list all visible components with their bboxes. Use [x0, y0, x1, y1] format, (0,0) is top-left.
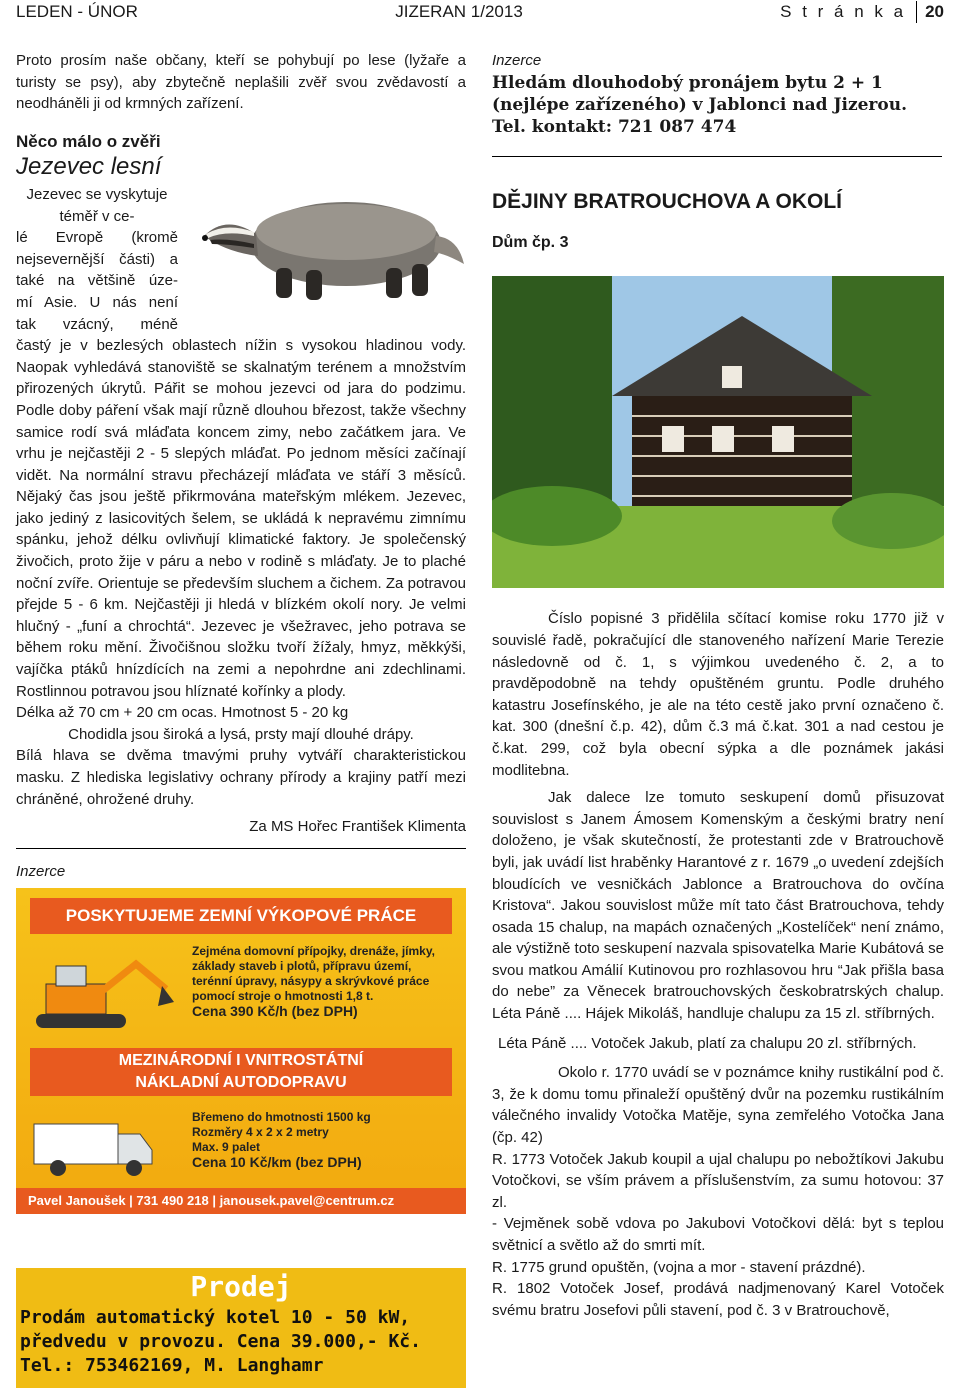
ad-contact-footer: Pavel Janoušek | 731 490 218 | janousek.pavel@centrum.cz: [16, 1188, 466, 1214]
author-signature: Za MS Hořec František Klimenta: [249, 818, 466, 836]
inzerce-label: Inzerce: [492, 52, 542, 69]
rental-ad-contact: Tel. kontakt: 721 087 474: [492, 116, 737, 137]
wrap-line: tak vzácný, méně: [16, 315, 178, 333]
article-title: Jezevec lesní: [16, 153, 162, 181]
badger-wrap-text: [16, 184, 178, 335]
header-issue-months: LEDEN - ÚNOR: [16, 2, 138, 21]
header-page: [780, 1, 944, 23]
ad-price: Cena 10 Kč/km (bez DPH): [192, 1154, 362, 1171]
section-heading: Něco málo o zvěři: [16, 131, 161, 151]
left-column: [16, 50, 466, 1214]
article-body: častý je v bezlesých oblastech nížin s vysokou hladinou vody. Naopak vyhledává stanoviště se skalnatým terénem a množstvím přirozených úkrytů. Pářit se mohou jezevci od jara do podzimu. Podle doby páření však mají různě dlouhou březost, takže všechny samice rodí svá mláďata koncem zimy, nebo začátkem jara. Ve vrhu je nejčastěji 2 - 5 slepých mláďat. Po jednom měsíci začínají vidět. Na normální stravu přecházejí mláďata ve stáří 3 měsíců. Nějaký čas jsou ještě přikrmována mateřským mlékem. Jezevec, jako jediný z lasicovitých šelem, se ukládá k nepravému zimnímu spánku, jehož délku ovlivňují klimatické faktory. Je společenský živočich, proto žije v páru a nebo v rodině s mláďaty. Je to plaché noční zvíře. Orientuje se především sluchem a čichem. Za potravou přejde 5 - 6 km. Nejčastěji ji hledá v blízkém okolí nory. Je velmi hlučný - „funí a chrochtá“. Jezevec je všežravec, jeho potrava se během roku mění. Živočišnou složku tvoří žížaly, hmyz, měkkýši, vajíčka ptáků hnízdících na zemi a nepohrdne ani zdechlinami. Rostlinnou potravou jsou hlíznaté kořínky a plody.: [16, 337, 466, 700]
divider: [16, 848, 466, 849]
sale-contact: Tel.: 753462169, M. Langhamr: [20, 1355, 324, 1376]
sale-line: Prodám automatický kotel 10 - 50 kW,: [20, 1307, 411, 1328]
ad-banner-excavation: POSKYTUJEME ZEMNÍ VÝKOPOVÉ PRÁCE: [30, 898, 452, 934]
wrap-line: mí Asie. U nás není: [16, 293, 178, 311]
house-subtitle: Dům čp. 3: [492, 234, 569, 252]
excavation-advert: [16, 888, 466, 1214]
ad-list-item: Rozměry 4 x 2 x 2 metry: [192, 1125, 329, 1140]
feet-info: Chodidla jsou široká a lysá, prsty mají dlouhé drápy.: [68, 725, 414, 743]
ad-list-item: pomocí stroje o hmotnosti 1,8 t.: [192, 989, 374, 1004]
history-paragraph: Léta Páně .... Votoček Jakub, platí za chalupu 20 zl. stříbrných.: [498, 1034, 917, 1052]
history-paragraph: Okolo r. 1770 uvádí se v poznámce knihy rustikální pod č. 3, že k domu tomu přinaleží opuštěný dvůr na pozemku rustikálním válečného invalidy Votočka Matěje, syna zemřelého Votočka Jana (čp. 42): [492, 1064, 944, 1147]
right-column: [492, 50, 944, 1321]
sale-advert: [16, 1268, 466, 1388]
history-paragraph: R. 1802 Votoček Josef, prodává nadjmenovaný Karel Votoček svému bratru Josefovi půli stavení, pod č. 3 v Bratrouchově,: [492, 1280, 944, 1319]
ad-list-item: základy staveb i plotů, přípravu území,: [192, 959, 412, 974]
excavator-icon: [26, 944, 176, 1044]
badger-block: [16, 184, 466, 335]
page-number: 20: [925, 2, 944, 21]
ad-list-item: Max. 9 palet: [192, 1140, 261, 1155]
ad-services-list: [192, 944, 435, 1019]
size-info: Délka až 70 cm + 20 cm ocas. Hmotnost 5 - 20 kg: [16, 704, 349, 722]
history-paragraph: R. 1775 grund opuštěn, (vojna a mor - stavení prázdné).: [492, 1258, 866, 1276]
header-publication: JIZERAN 1/2013: [395, 2, 523, 21]
wrap-line: také na většině úze-: [16, 272, 178, 290]
sale-title: Prodej: [190, 1270, 292, 1303]
divider: [492, 156, 942, 157]
rental-ad-line: Hledám dlouhodobý pronájem bytu 2 + 1: [492, 72, 883, 93]
history-paragraph: - Vejměnek sobě vdova po Jakubovi Votočkovi dělá: byt s teplou světnicí a světlo až do smrti mít.: [492, 1215, 944, 1254]
history-paragraph: Jak dalece lze tomuto seskupení domů přisuzovat souvislost s Janem Ámosem Komenským a českými bratry není doloženo, je však skutečností, že protestanti zde v Bratrouchově byli, jak uvádí list hraběnky Harantové z r. 1679 „o uvedení zdejších bloudících ve vesničkách Jablonce a Bratrouchova do ovčína Kristova“. Jakou souvislost může mít tato část Bratrouchova, tehdy osada 15 chalup, na mapách označených „Kostelíček“ není známo, ale výstižně toto seskupení nazvala spisovatelka Marie Kubátová se svou matkou Amálií Kutinovou pro rozhlasovou hru “Jak přišla basa do nebe” za Věnecek bratrouchovských českobratrských chalup. Léta Páně .... Hájek Mikoláš, handluje chalupu za 15 zl. stříbrných.: [492, 789, 944, 1023]
wrap-line: nejsevernější části) a: [16, 250, 178, 268]
rental-ad-line: (nejlépe zařízeného) v Jablonci nad Jizerou.: [492, 94, 908, 115]
history-section-title: DĚJINY BRATROUCHOVA A OKOLÍ: [492, 189, 843, 213]
ad-banner-line: MEZINÁRODNÍ I VNITROSTÁTNÍ: [118, 1052, 364, 1070]
history-paragraph: Číslo popisné 3 přidělila sčítací komise roku 1770 již v souvislé řadě, pokračující dle stanoveného nařízení Marie Terezie následovně od č. 1, s výjimkou uvedeného č. 2, a to pravděpodobně na tehdy opuštěném gruntu. Podle druhého katastru Josefínského, je ale na této cestě jako první označeno č. kat. 300 (dnešní č.p. 42), dům č.3 má č.kat. 301 a nad cestou je č.kat. 299, což byla obecní sýpka a dle poznámek jakási modlitebna.: [492, 610, 944, 779]
header-page-label: S t r á n k a: [780, 2, 907, 21]
sale-line: předvedu v provozu. Cena 39.000,- Kč.: [20, 1331, 421, 1352]
page-header: [0, 0, 960, 24]
inzerce-label: Inzerce: [16, 862, 66, 880]
history-paragraph: R. 1773 Votoček Jakub koupil a ujal chalupu po nebožtíkovi Jakubu Votočkovi, se vším právem a příslušenstvím, za sumu hotovou: 37 zl.: [492, 1150, 944, 1211]
wrap-line: lé Evropě (kromě: [16, 229, 178, 247]
ad-list-item: Zejména domovní přípojky, drenáže, jímky,: [192, 944, 435, 959]
ad-list-item: terénní úpravy, násypy a skrývkové práce: [192, 974, 430, 989]
intro-paragraph: Proto prosím naše občany, kteří se pohybují po lese (lyžaře a turisty se psy), aby zbytečně neplašili zvěř svou zvědavostí a neodháněli ji od krmných zařízení.: [16, 52, 466, 113]
badger-illustration: [196, 174, 466, 314]
ad-banner-transport: [30, 1048, 452, 1096]
head-info: Bílá hlava se dvěma tmavými pruhy vytváří charakteristickou masku. Z hlediska legislativy ochrany přírody a krajiny patří mezi chráněné, ohrožené druhy.: [16, 747, 466, 808]
ad-list-item: Břemeno do hmotnosti 1500 kg: [192, 1110, 371, 1125]
house-photo: [492, 276, 944, 588]
ad-banner-line: NÁKLADNÍ AUTODOPRAVU: [135, 1074, 347, 1092]
header-divider: [916, 1, 917, 23]
van-icon: [28, 1110, 158, 1180]
ad-price: Cena 390 Kč/h (bez DPH): [192, 1003, 358, 1020]
wrap-line: Jezevec se vyskytuje téměř v ce-: [26, 185, 168, 225]
ad-transport-list: [192, 1110, 371, 1170]
